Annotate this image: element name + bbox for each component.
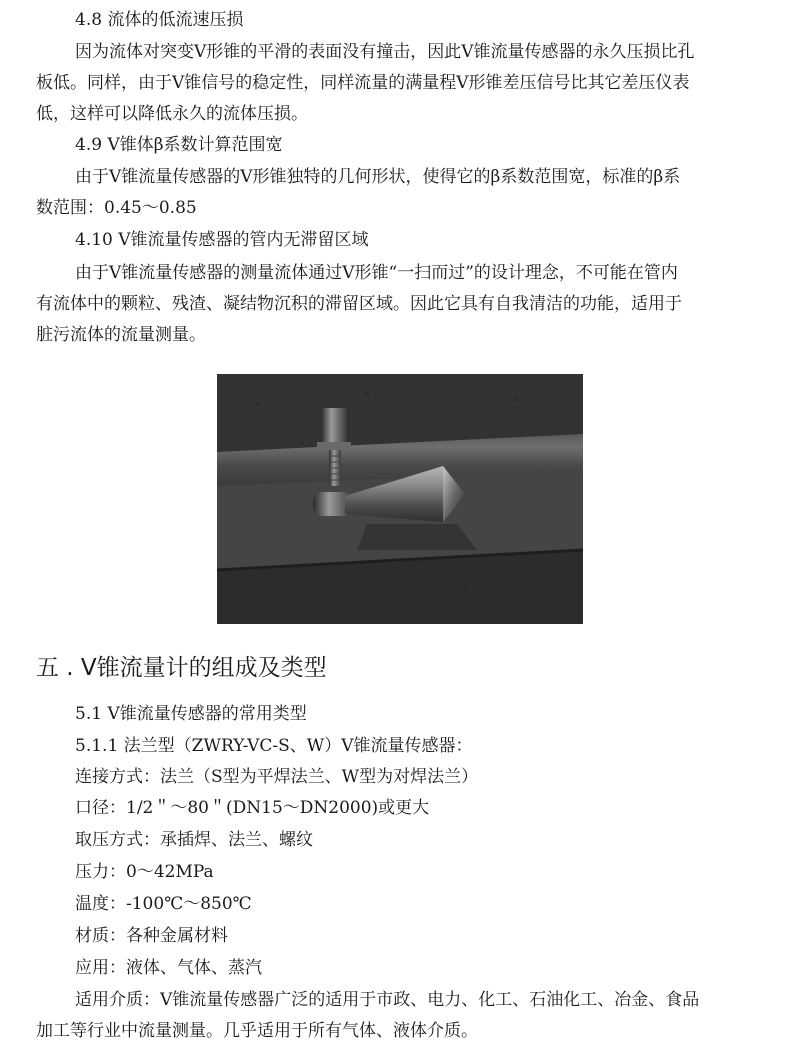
paragraph-line: 由于V锥流量传感器的V形锥独特的几何形状，使得它的β系数范围宽，标准的β系 (75, 167, 681, 187)
paragraph-line: 脏污流体的流量测量。 (36, 325, 206, 345)
heading-5-1-1: 5.1.1 法兰型（ZWRY-VC-S、W）V锥流量传感器： (75, 736, 473, 756)
section-5-heading: 五 . V锥流量计的组成及类型 (36, 655, 327, 681)
heading-4-10: 4.10 V锥流量传感器的管内无滞留区域 (75, 230, 369, 250)
heading-5-1: 5.1 V锥流量传感器的常用类型 (75, 704, 307, 724)
heading-4-8: 4.8 流体的低流速压损 (75, 10, 244, 30)
paragraph-line: 数范围：0.45～0.85 (36, 198, 197, 218)
paragraph-line: 低，这样可以降低永久的流体压损。 (36, 104, 308, 124)
spec-connection: 连接方式：法兰（S型为平焊法兰、W型为对焊法兰） (75, 767, 479, 787)
v-cone-sensor-photo (217, 374, 583, 624)
paragraph-line: 加工等行业中流量测量。几乎适用于所有气体、液体介质。 (36, 1021, 478, 1041)
spec-pressure: 压力：0～42MPa (75, 862, 214, 882)
spec-temperature: 温度：-100℃～850℃ (75, 894, 252, 914)
paragraph-line: 板低。同样，由于V锥信号的稳定性，同样流量的满量程V形锥差压信号比其它差压仪表 (36, 73, 690, 93)
heading-4-9: 4.9 V锥体β系数计算范围宽 (75, 135, 283, 155)
paragraph-line: 有流体中的颗粒、残渣、凝结物沉积的滞留区域。因此它具有自我清洁的功能，适用于 (36, 294, 682, 314)
spec-application: 应用：液体、气体、蒸汽 (75, 958, 262, 978)
spec-diameter: 口径：1/2＂～80＂(DN15～DN2000)或更大 (75, 798, 430, 818)
spec-pressure-tap: 取压方式：承插焊、法兰、螺纹 (75, 830, 313, 850)
spec-material: 材质：各种金属材料 (75, 926, 228, 946)
paragraph-line: 适用介质：V锥流量传感器广泛的适用于市政、电力、化工、石油化工、冶金、食品 (75, 990, 700, 1010)
paragraph-line: 因为流体对突变V形锥的平滑的表面没有撞击，因此V锥流量传感器的永久压损比孔 (75, 42, 695, 62)
paragraph-line: 由于V锥流量传感器的测量流体通过V形锥“一扫而过”的设计理念，不可能在管内 (75, 263, 678, 283)
